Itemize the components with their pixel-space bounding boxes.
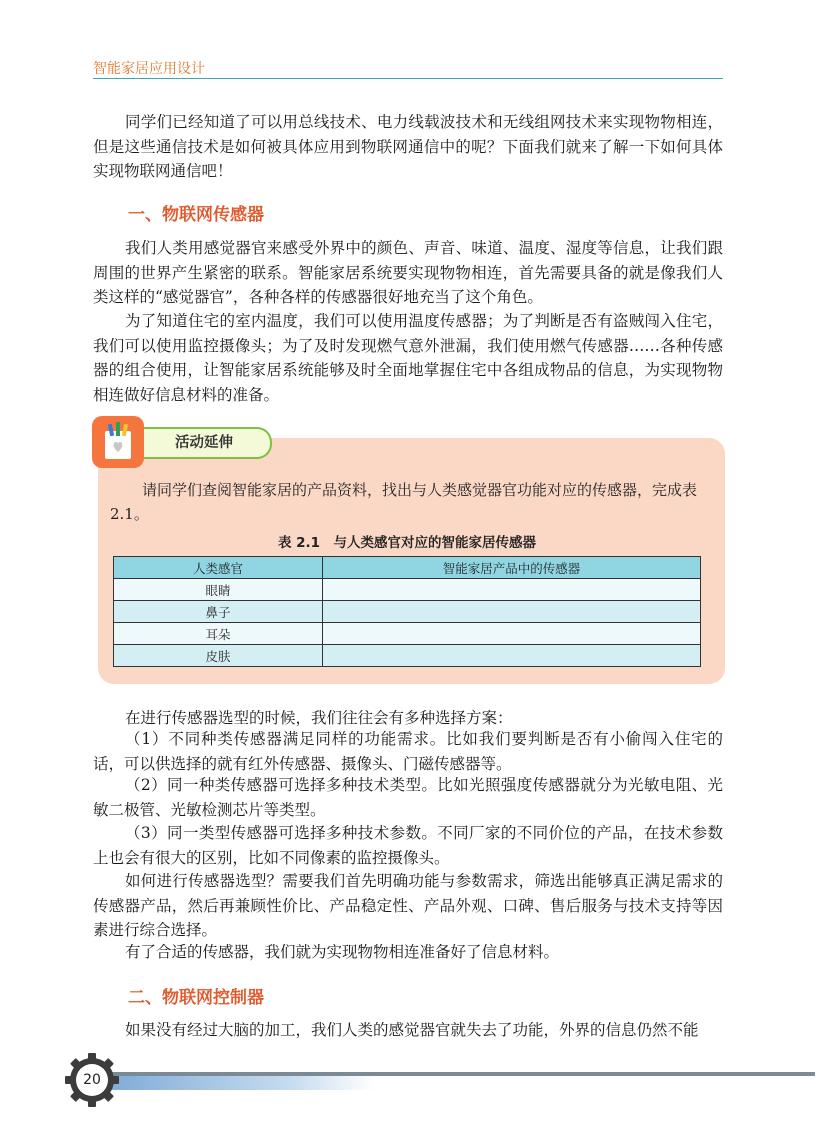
header-divider <box>93 78 723 79</box>
section-title-sensors: 一、物联网传感器 <box>128 205 264 225</box>
selection-option-1: （1）不同种类传感器满足同样的功能需求。比如我们要判断是否有小偷闯入住宅的话，可以供选择的就有红外传感器、摄像头、门磁传感器等。 <box>93 730 723 773</box>
table-header-row <box>114 557 701 579</box>
selection-option-2: （2）同一种类传感器可选择多种技术类型。比如光照强度传感器就分为光敏电阻、光敏二极管、光敏检测芯片等类型。 <box>93 776 723 819</box>
activity-bag-icon <box>92 416 144 468</box>
controllers-paragraph-1: 如果没有经过大脑的加工，我们人类的感觉器官就失去了功能，外界的信息仍然不能 <box>125 1021 699 1039</box>
activity-instruction: 请同学们查阅智能家居的产品资料，找出与人类感觉器官功能对应的传感器，完成表 2.1。 <box>110 481 698 523</box>
table-cell-sensor <box>323 601 701 623</box>
table-caption: 表 2.1 与人类感官对应的智能家居传感器 <box>277 535 537 551</box>
selection-conclusion: 有了合适的传感器，我们就为实现物物相连准备好了信息材料。 <box>125 943 560 961</box>
table-cell-organ: 鼻子 <box>114 601 323 623</box>
table-row <box>114 645 701 667</box>
footer-gradient <box>95 1076 375 1090</box>
activity-label: 活动延伸 <box>175 435 233 451</box>
table-row <box>114 579 701 601</box>
column-header: 智能家居产品中的传感器 <box>323 557 701 579</box>
sensor-table <box>113 556 701 667</box>
table-cell-organ: 眼睛 <box>114 579 323 601</box>
column-header: 人类感官 <box>114 557 323 579</box>
table-cell-organ: 耳朵 <box>114 623 323 645</box>
sensors-paragraph-2: 为了知道住宅的室内温度，我们可以使用温度传感器；为了判断是否有盗贼闯入住宅，我们可以使用监控摄像头；为了及时发现燃气意外泄漏，我们使用燃气传感器……各种传感器的组合使用，让智能家居系统能够及时全面地掌握住宅中各组成物品的信息，为实现物物相连做好信息材料的准备。 <box>93 312 723 404</box>
selection-intro: 在进行传感器选型的时候，我们往往会有多种选择方案： <box>125 709 513 727</box>
section-title-controllers: 二、物联网控制器 <box>128 988 264 1008</box>
selection-option-3: （3）同一类型传感器可选择多种技术参数。不同厂家的不同价位的产品，在技术参数上也会有很大的区别，比如不同像素的监控摄像头。 <box>93 824 723 867</box>
page-number: 20 <box>83 1072 101 1088</box>
intro-paragraph: 同学们已经知道了可以用总线技术、电力线载波技术和无线组网技术来实现物物相连，但是这些通信技术是如何被具体应用到物联网通信中的呢？下面我们就来了解一下如何具体实现物联网通信吧！ <box>93 113 723 180</box>
sensors-paragraph-1: 我们人类用感觉器官来感受外界中的颜色、声音、味道、温度、湿度等信息，让我们跟周围的世界产生紧密的联系。智能家居系统要实现物物相连，首先需要具备的就是像我们人类这样的“感觉器官”，各种各样的传感器很好地充当了这个角色。 <box>93 239 723 306</box>
selection-method: 如何进行传感器选型？需要我们首先明确功能与参数需求，筛选出能够真正满足需求的传感器产品，然后再兼顾性价比、产品稳定性、产品外观、口碑、售后服务与技术支持等因素进行综合选择。 <box>93 872 723 939</box>
running-header: 智能家居应用设计 <box>93 61 205 77</box>
table-cell-organ: 皮肤 <box>114 645 323 667</box>
table-row <box>114 623 701 645</box>
table-cell-sensor <box>323 623 701 645</box>
table-cell-sensor <box>323 579 701 601</box>
table-row <box>114 601 701 623</box>
table-cell-sensor <box>323 645 701 667</box>
